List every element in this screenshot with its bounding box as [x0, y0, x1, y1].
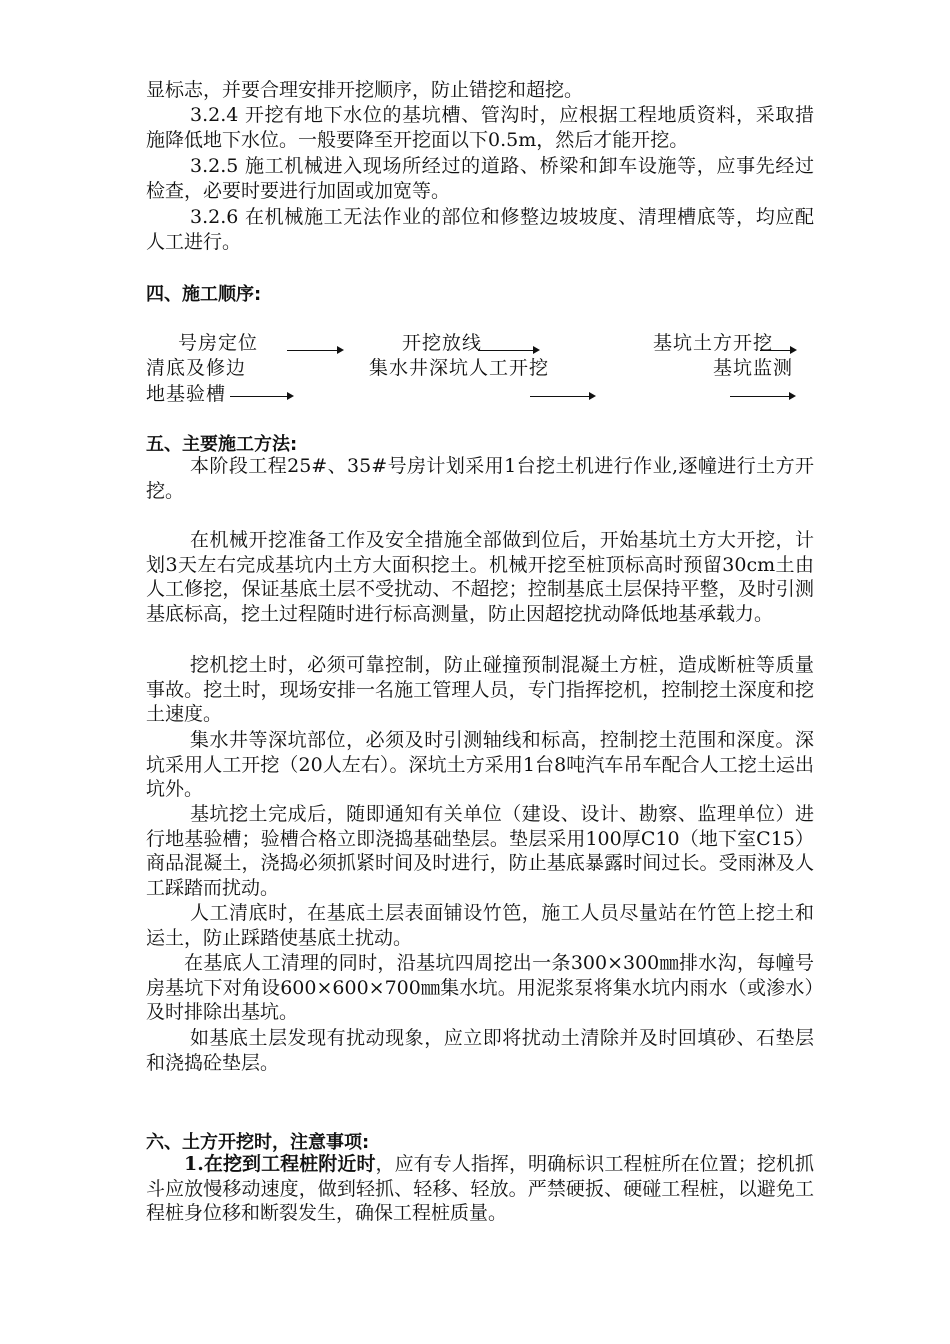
paragraph-3-2-6: 3.2.6 在机械施工无法作业的部位和修整边坡坡度、清理槽底等，均应配人工进行。 — [146, 206, 814, 253]
paragraph-sign-order: 显标志，并要合理安排开挖顺序，防止错挖和超挖。 — [146, 79, 584, 101]
section-5-heading: 五、主要施工方法: — [146, 434, 298, 455]
flow-step-sump-pit: 集水井深坑人工开挖 — [369, 357, 550, 379]
flow-arrow-3 — [760, 350, 795, 351]
paragraph-mechanical-excavation: 在机械开挖准备工作及安全措施全部做到位后，开始基坑土方大开挖，计划3天左右完成基坑内土方大面积挖土。机械开挖至桩顶标高时预留30cm土由人工修挖，保证基底土层不受扰动、不超挖；控制基底土层保持平整，及时引测基底标高，挖土过程随时进行标高测量，防止因超挖扰动降低地基承载力。 — [146, 529, 814, 625]
flow-arrow-1 — [287, 350, 342, 351]
precaution-item-1-lead: 1.在挖到工程桩附近时 — [184, 1153, 376, 1175]
flow-step-inspection: 地基验槽 — [146, 383, 227, 405]
flow-step-clearing: 清底及修边 — [146, 357, 247, 379]
paragraph-inspection: 基坑挖土完成后，随即通知有关单位（建设、设计、勘察、监理单位）进行地基验槽；验槽合格立即浇捣基础垫层。垫层采用100厚C10（地下室C15）商品混凝土，浇捣必须抓紧时间及时进行，防止基底暴露时间过长。受雨淋及人工踩踏而扰动。 — [146, 803, 814, 899]
paragraph-3-2-4: 3.2.4 开挖有地下水位的基坑槽、管沟时，应根据工程地质资料，采取措施降低地下水位。一般要降至开挖面以下0.5m，然后才能开挖。 — [146, 104, 814, 151]
flow-arrow-4 — [230, 396, 292, 397]
flow-arrow-6 — [730, 396, 794, 397]
section-6-heading: 六、土方开挖时，注意事项: — [146, 1132, 370, 1153]
flow-step-positioning: 号房定位 — [178, 332, 259, 354]
paragraph-disturbance: 如基底土层发现有扰动现象，应立即将扰动土清除并及时回填砂、石垫层和浇捣砼垫层。 — [146, 1027, 814, 1074]
section-4-heading: 四、施工顺序: — [146, 284, 262, 305]
paragraph-deep-pit: 集水井等深坑部位，必须及时引测轴线和标高，控制挖土范围和深度。深坑采用人工开挖（20人左右）。深坑土方采用1台8吨汽车吊车配合人工挖土运出坑外。 — [146, 729, 814, 800]
flow-step-excavation: 基坑土方开挖 — [653, 332, 774, 354]
flow-arrow-2 — [478, 350, 538, 351]
flow-step-monitoring: 基坑监测 — [713, 357, 794, 379]
paragraph-3-2-5: 3.2.5 施工机械进入现场所经过的道路、桥梁和卸车设施等，应事先经过检查，必要时要进行加固或加宽等。 — [146, 155, 814, 202]
flow-arrow-5 — [530, 396, 594, 397]
paragraph-drainage: 在基底人工清理的同时，沿基坑四周挖出一条300×300㎜排水沟，每幢号房基坑下对角设600×600×700㎜集水坑。用泥浆泵将集水坑内雨水（或渗水）及时排除出基坑。 — [146, 952, 814, 1023]
paragraph-excavator-plan: 本阶段工程25#、35#号房计划采用1台挖土机进行作业,逐幢进行土方开挖。 — [146, 455, 814, 502]
precaution-item-1-text: ，应有专人指挥，明确标识工程桩所在位置；挖机抓斗应放慢移动速度，做到轻抓、轻移、轻放。严禁硬扳、硬碰工程桩，以避免工程桩身位移和断裂发生，确保工程桩质量。 — [146, 1153, 814, 1224]
paragraph-excavator-control: 挖机挖土时，必须可靠控制，防止碰撞预制混凝土方桩，造成断桩等质量事故。挖土时，现场安排一名施工管理人员，专门指挥挖机，控制挖土深度和挖土速度。 — [146, 654, 814, 725]
precaution-item-1 — [146, 1152, 814, 1226]
paragraph-manual-clearing: 人工清底时，在基底土层表面铺设竹笆，施工人员尽量站在竹笆上挖土和运土，防止踩踏使基底土扰动。 — [146, 902, 814, 949]
flow-step-setting-out: 开挖放线 — [402, 332, 483, 354]
